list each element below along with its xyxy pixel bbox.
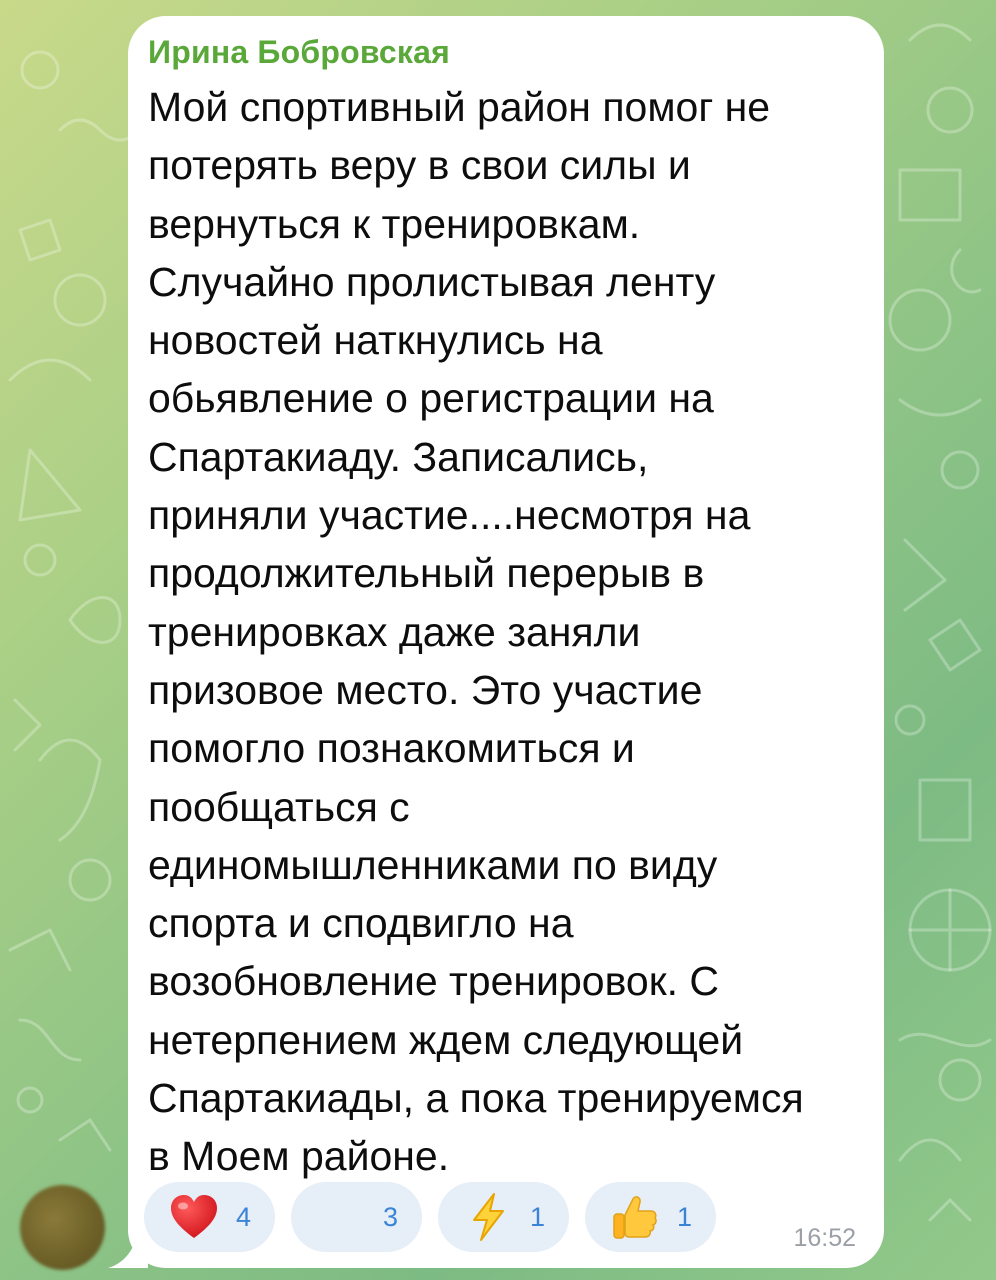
reaction-count: 3: [382, 1201, 399, 1232]
reactions-bar: [144, 1182, 716, 1252]
reaction-lightning[interactable]: [438, 1182, 569, 1252]
reaction-count: 1: [529, 1201, 546, 1232]
reaction-count: 4: [235, 1201, 252, 1232]
reaction-count: 1: [676, 1201, 693, 1232]
reaction-thumbs-up[interactable]: [585, 1182, 716, 1252]
hidden-emoji-icon: [315, 1191, 367, 1243]
reaction-hidden[interactable]: [291, 1182, 422, 1252]
lightning-icon: [462, 1191, 514, 1243]
sender-avatar[interactable]: [20, 1185, 105, 1270]
message-bubble[interactable]: [128, 16, 884, 1268]
reaction-heart[interactable]: [144, 1182, 275, 1252]
message-text: Мой спортивный район помог не потерять веру в свои силы и вернуться к тренировкам. Случайно пролистывая ленту новостей наткнулись на обьявление о регистрации на Спартакиаду. Записались, приняли участие....несмотря на продолжительный перерыв в тренировках даже заняли призовое место. Это участие помогло познакомиться и пообщаться с единомышленниками по виду спорта и сподвигло на возобновление тренировок. С нетерпением ждем следующей Спартакиады, а пока тренируемся в Моем районе.: [148, 84, 804, 1180]
sender-name[interactable]: Ирина Бобровская: [148, 34, 450, 70]
heart-icon: [168, 1191, 220, 1243]
thumbs-up-icon: [609, 1191, 661, 1243]
message-timestamp: 16:52: [793, 1224, 856, 1252]
